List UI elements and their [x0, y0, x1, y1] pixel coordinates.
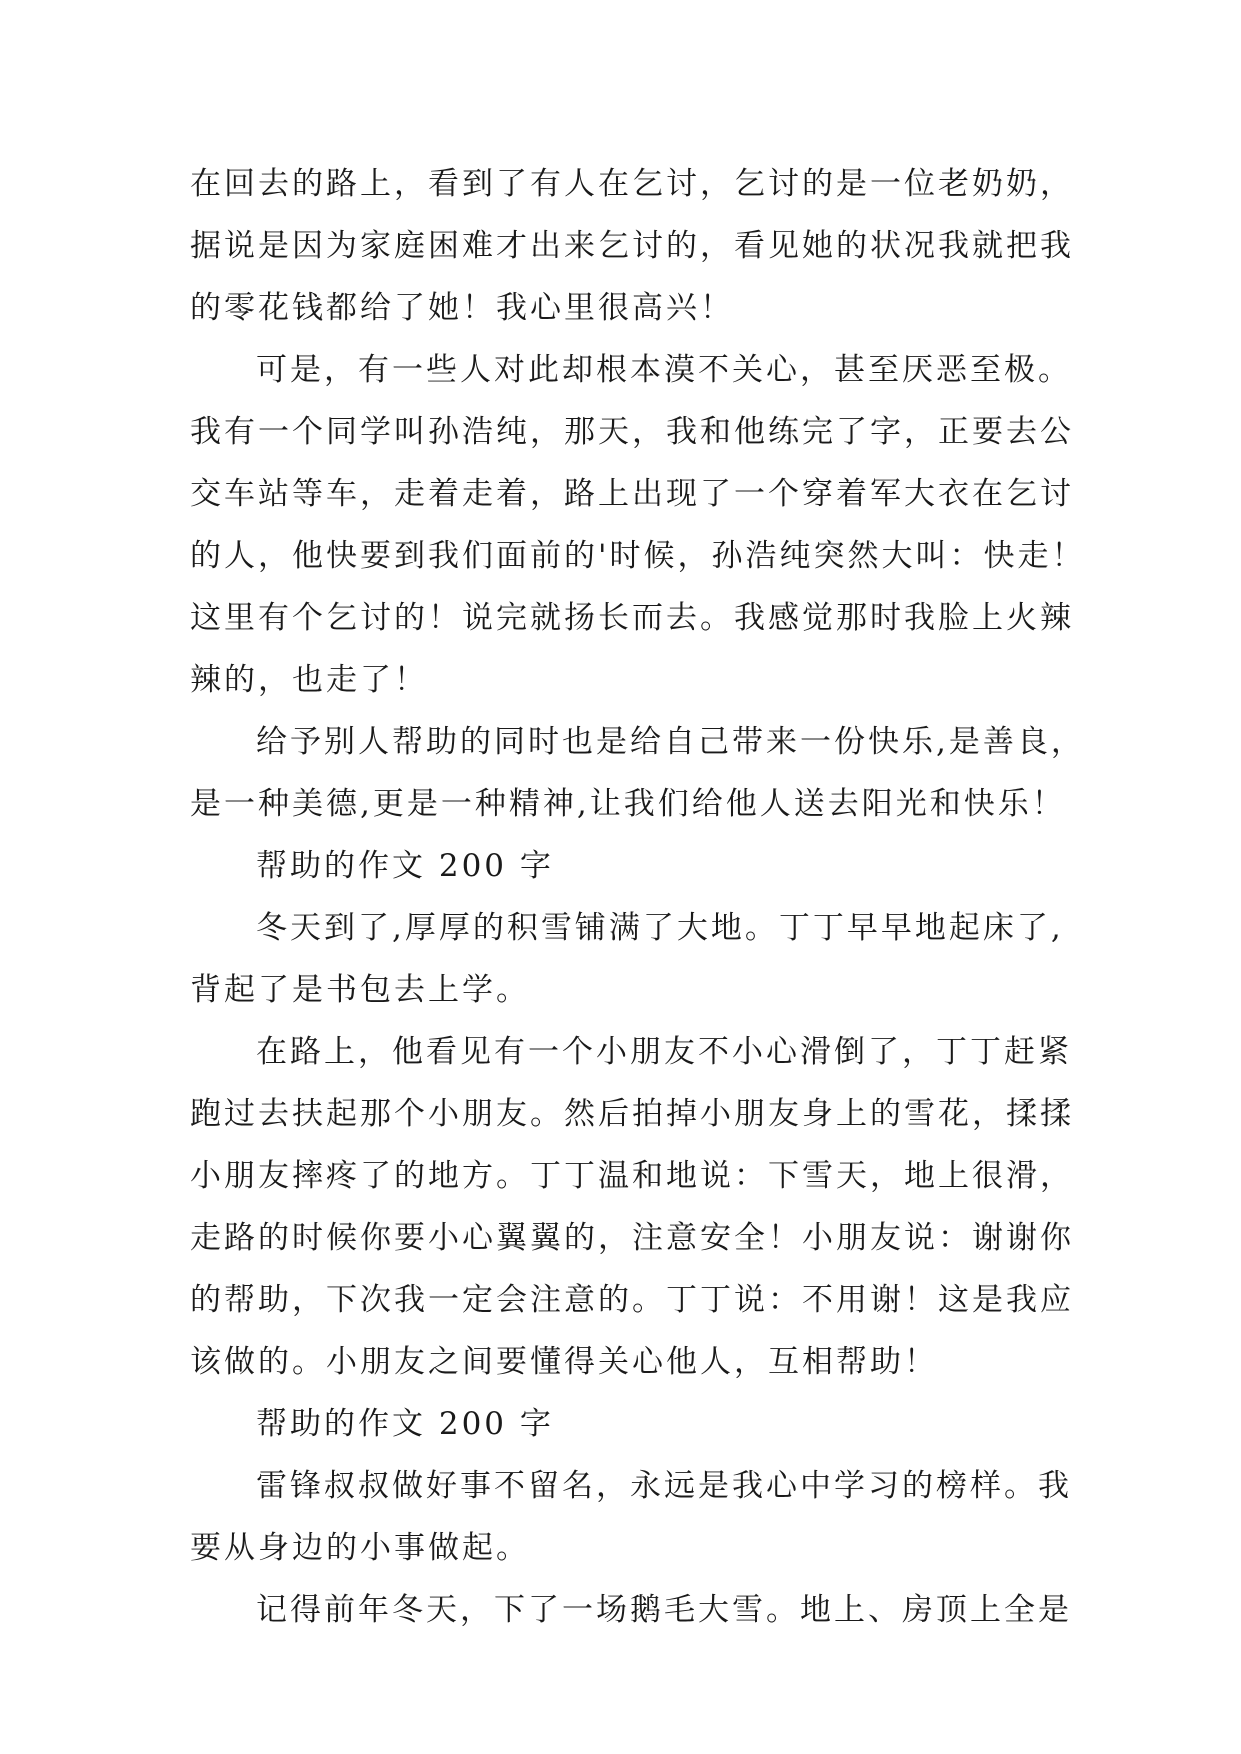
text-line: 要从身边的小事做起。 [190, 1530, 530, 1566]
text-line: 记得前年冬天，下了一场鹅毛大雪。地上、房顶上全是 [256, 1592, 1072, 1628]
text-line: 雷锋叔叔做好事不留名，永远是我心中学习的榜样。我 [256, 1468, 1072, 1504]
text-line: 小朋友摔疼了的地方。丁丁温和地说：下雪天，地上很滑， [190, 1158, 1074, 1194]
text-line: 该做的。小朋友之间要懂得关心他人，互相帮助！ [190, 1344, 938, 1380]
text-line: 辣的，也走了！ [190, 662, 428, 698]
text-line: 这里有个乞讨的！说完就扬长而去。我感觉那时我脸上火辣 [190, 600, 1074, 636]
text-line: 给予别人帮助的同时也是给自己带来一份快乐,是善良， [256, 724, 1085, 760]
text-line: 帮助的作文 200 字 [256, 1406, 554, 1442]
text-line: 据说是因为家庭困难才出来乞讨的，看见她的状况我就把我 [190, 228, 1074, 264]
text-line: 的帮助，下次我一定会注意的。丁丁说：不用谢！这是我应 [190, 1282, 1074, 1318]
text-line: 走路的时候你要小心翼翼的，注意安全！小朋友说：谢谢你 [190, 1220, 1074, 1256]
text-line: 的零花钱都给了她！我心里很高兴！ [190, 290, 734, 326]
text-line: 背起了是书包去上学。 [190, 972, 530, 1008]
text-line: 帮助的作文 200 字 [256, 848, 554, 884]
text-line: 我有一个同学叫孙浩纯，那天，我和他练完了字，正要去公 [190, 414, 1074, 450]
text-line: 在路上，他看见有一个小朋友不小心滑倒了，丁丁赶紧 [256, 1034, 1072, 1070]
text-line: 是一种美德,更是一种精神,让我们给他人送去阳光和快乐！ [190, 786, 1066, 822]
document-body [190, 153, 1086, 1641]
text-line: 可是，有一些人对此却根本漠不关心，甚至厌恶至极。 [256, 352, 1072, 388]
text-line: 冬天到了,厚厚的积雪铺满了大地。丁丁早早地起床了, [256, 910, 1064, 946]
text-line: 跑过去扶起那个小朋友。然后拍掉小朋友身上的雪花，揉揉 [190, 1096, 1074, 1132]
text-line: 交车站等车，走着走着，路上出现了一个穿着军大衣在乞讨 [190, 476, 1074, 512]
text-line: 的人，他快要到我们面前的'时候，孙浩纯突然大叫：快走！ [190, 538, 1086, 574]
text-line: 在回去的路上，看到了有人在乞讨，乞讨的是一位老奶奶， [190, 166, 1074, 202]
